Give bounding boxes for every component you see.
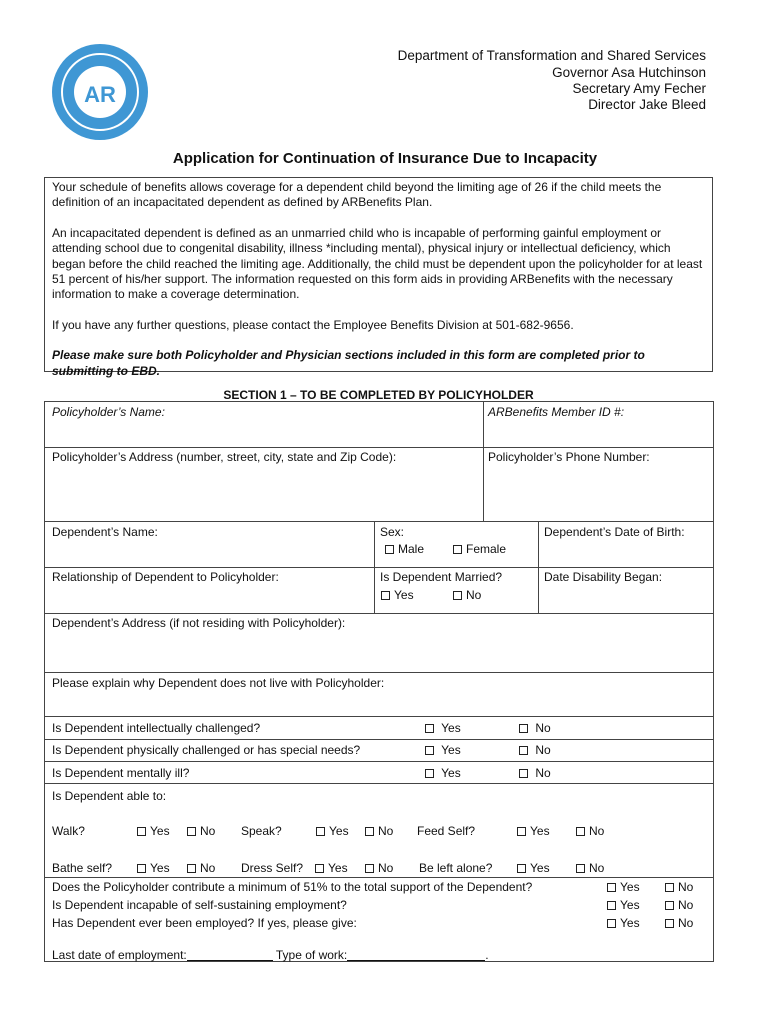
q-incapable-no[interactable]: [665, 898, 693, 912]
policyholder-phone-label: Policyholder’s Phone Number:: [488, 450, 650, 464]
feed-self-label: Feed Self?: [417, 824, 476, 838]
yes-label: Yes: [620, 916, 640, 930]
yes-label: Yes: [530, 824, 550, 838]
logo-inner: [74, 66, 126, 118]
yes-label: Yes: [620, 898, 640, 912]
row-divider: [45, 716, 713, 717]
checkbox-icon[interactable]: [665, 883, 674, 892]
female-label: Female: [466, 542, 507, 556]
checkbox-icon[interactable]: [453, 591, 462, 600]
explain-field[interactable]: [45, 692, 713, 715]
row-divider: [45, 521, 713, 522]
yes-label: Yes: [441, 743, 461, 757]
no-label: No: [378, 824, 394, 838]
form-title: Application for Continuation of Insurance Due to Incapacity: [172, 150, 598, 167]
checkbox-icon[interactable]: [607, 919, 616, 928]
employment-line: [52, 948, 489, 962]
checkbox-icon[interactable]: [365, 864, 374, 873]
column-divider: [538, 521, 539, 613]
checkbox-icon[interactable]: [517, 864, 526, 873]
checkbox-icon[interactable]: [519, 769, 528, 778]
checkbox-icon[interactable]: [519, 724, 528, 733]
checkbox-icon[interactable]: [316, 827, 325, 836]
dress-self-label: Dress Self?: [241, 861, 304, 875]
speak-label: Speak?: [241, 824, 282, 838]
no-label: No: [378, 861, 394, 875]
no-label: No: [678, 916, 694, 930]
no-label: No: [200, 824, 216, 838]
q-physical-label: Is Dependent physically challenged or has special needs?: [52, 743, 361, 757]
sex-female-option[interactable]: [453, 542, 506, 556]
secretary-name: Secretary Amy Fecher: [572, 81, 706, 96]
no-label: No: [535, 743, 551, 757]
checkbox-icon[interactable]: [607, 883, 616, 892]
row-divider: [45, 613, 713, 614]
last-date-field[interactable]: [187, 948, 273, 961]
checkbox-icon[interactable]: [381, 591, 390, 600]
feed-self-no[interactable]: [576, 824, 604, 838]
checkbox-icon[interactable]: [607, 901, 616, 910]
type-of-work-field[interactable]: [347, 948, 485, 961]
q-support-no[interactable]: [665, 880, 693, 894]
yes-label: Yes: [394, 588, 414, 602]
no-label: No: [678, 880, 694, 894]
q-mental-yes[interactable]: [425, 766, 461, 780]
director-name: Director Jake Bleed: [588, 97, 706, 112]
policyholder-address-label: Policyholder’s Address (number, street, city, state and Zip Code):: [52, 450, 397, 464]
checkbox-icon[interactable]: [315, 864, 324, 873]
intro-paragraph-2: An incapacitated dependent is defined as an unmarried child who is incapable of performing gainful employment or attending school due to congenital disability, illness *including mental), physical injury or intellectual deficiency, which began before the child reached the limiting age. Additionally, the child must be dependent upon the policyholder for at least 51 percent of his/her support. The information requested on this form aids in providing ARBenefits with the necessary information to make a coverage determination.: [52, 225, 703, 302]
q-employed-no[interactable]: [665, 916, 693, 930]
checkbox-icon[interactable]: [453, 545, 462, 554]
no-label: No: [535, 766, 551, 780]
feed-self-yes[interactable]: [517, 824, 550, 838]
checkbox-icon[interactable]: [187, 827, 196, 836]
last-date-label: Last date of employment:: [52, 948, 187, 962]
no-label: No: [200, 861, 216, 875]
bathe-self-label: Bathe self?: [52, 861, 113, 875]
checkbox-icon[interactable]: [665, 919, 674, 928]
checkbox-icon[interactable]: [425, 724, 434, 733]
checkbox-icon[interactable]: [576, 827, 585, 836]
governor-name: Governor Asa Hutchinson: [552, 65, 706, 80]
q-incapable-yes[interactable]: [607, 898, 640, 912]
row-divider: [45, 567, 713, 568]
yes-label: Yes: [150, 861, 170, 875]
q-intellect-no[interactable]: [519, 721, 551, 735]
policyholder-address-field[interactable]: [45, 466, 482, 520]
period-mark: .: [485, 948, 489, 962]
type-of-work-label: Type of work:: [275, 948, 348, 962]
member-id-label: ARBenefits Member ID #:: [488, 405, 625, 419]
checkbox-icon[interactable]: [187, 864, 196, 873]
yes-label: Yes: [441, 766, 461, 780]
q-mental-label: Is Dependent mentally ill?: [52, 766, 190, 780]
yes-label: Yes: [441, 721, 461, 735]
able-to-label: Is Dependent able to:: [52, 789, 167, 803]
intro-paragraph-3: If you have any further questions, please contact the Employee Benefits Division at 501-682-9656.: [52, 317, 574, 332]
q-physical-yes[interactable]: [425, 743, 461, 757]
no-label: No: [589, 824, 605, 838]
yes-label: Yes: [329, 824, 349, 838]
walk-no[interactable]: [187, 824, 215, 838]
row-divider: [45, 447, 713, 448]
no-label: No: [466, 588, 482, 602]
checkbox-icon[interactable]: [137, 827, 146, 836]
no-label: No: [589, 861, 605, 875]
checkbox-icon[interactable]: [425, 746, 434, 755]
checkbox-icon[interactable]: [137, 864, 146, 873]
column-divider: [374, 521, 375, 613]
bathe-self-no[interactable]: [187, 861, 215, 875]
dependent-address-label: Dependent’s Address (if not residing with Policyholder):: [52, 616, 346, 630]
department-name: Department of Transformation and Shared Services: [397, 48, 706, 63]
policyholder-phone-field[interactable]: [484, 466, 713, 520]
sex-label: Sex:: [380, 525, 405, 539]
yes-label: Yes: [150, 824, 170, 838]
checkbox-icon[interactable]: [665, 901, 674, 910]
no-label: No: [535, 721, 551, 735]
relationship-label: Relationship of Dependent to Policyholder:: [52, 570, 279, 584]
left-alone-no[interactable]: [576, 861, 604, 875]
intro-box: [44, 177, 713, 378]
dress-self-no[interactable]: [365, 861, 393, 875]
row-divider: [45, 739, 713, 740]
yes-label: Yes: [620, 880, 640, 894]
married-yes-option[interactable]: [381, 588, 414, 602]
yes-label: Yes: [328, 861, 348, 875]
intro-instruction: Please make sure both Policyholder and Physician sections included in this form are completed prior to submitting to EBD.: [52, 348, 645, 378]
policyholder-name-label: Policyholder’s Name:: [52, 405, 165, 419]
speak-yes[interactable]: [316, 824, 349, 838]
row-divider: [45, 877, 713, 878]
dress-self-yes[interactable]: [315, 861, 348, 875]
checkbox-icon[interactable]: [517, 827, 526, 836]
row-divider: [45, 783, 713, 784]
male-label: Male: [398, 542, 425, 556]
bathe-self-yes[interactable]: [137, 861, 170, 875]
section1-form: [44, 401, 714, 962]
member-id-field[interactable]: [484, 420, 713, 446]
intro-paragraph-1: Your schedule of benefits allows coverage for a dependent child beyond the limiting age of 26 if the child meets the definition of an incapacitated dependent as defined by ARBenefits Plan.: [52, 180, 662, 210]
no-label: No: [678, 898, 694, 912]
section1-heading: SECTION 1 – TO BE COMPLETED BY POLICYHOLDER: [223, 388, 534, 402]
speak-no[interactable]: [365, 824, 393, 838]
walk-yes[interactable]: [137, 824, 170, 838]
policyholder-name-field[interactable]: [45, 420, 482, 446]
explain-label: Please explain why Dependent does not live with Policyholder:: [52, 676, 385, 690]
walk-label: Walk?: [52, 824, 85, 838]
q-intellect-yes[interactable]: [425, 721, 461, 735]
checkbox-icon[interactable]: [385, 545, 394, 554]
left-alone-label: Be left alone?: [419, 861, 493, 875]
left-alone-yes[interactable]: [517, 861, 550, 875]
arkansas-seal-logo-icon: [52, 44, 148, 140]
yes-label: Yes: [530, 861, 550, 875]
dependent-name-label: Dependent’s Name:: [52, 525, 158, 539]
q-support-yes[interactable]: [607, 880, 640, 894]
married-label: Is Dependent Married?: [380, 570, 503, 584]
married-no-option[interactable]: [453, 588, 481, 602]
q-employed-yes[interactable]: [607, 916, 640, 930]
q-employed-label: Has Dependent ever been employed? If yes, please give:: [52, 916, 357, 930]
q-physical-no[interactable]: [519, 743, 551, 757]
checkbox-icon[interactable]: [425, 769, 434, 778]
checkbox-icon[interactable]: [365, 827, 374, 836]
q-intellect-label: Is Dependent intellectually challenged?: [52, 721, 261, 735]
row-divider: [45, 672, 713, 673]
q-incapable-label: Is Dependent incapable of self-sustaining employment?: [52, 898, 347, 912]
q-mental-no[interactable]: [519, 766, 551, 780]
sex-male-option[interactable]: [385, 542, 424, 556]
logo-text: AR: [84, 82, 116, 107]
checkbox-icon[interactable]: [519, 746, 528, 755]
disability-began-label: Date Disability Began:: [544, 570, 663, 584]
q-support-label: Does the Policyholder contribute a minimum of 51% to the total support of the Dependent?: [52, 880, 533, 894]
checkbox-icon[interactable]: [576, 864, 585, 873]
dob-label: Dependent’s Date of Birth:: [544, 525, 685, 539]
dependent-address-field[interactable]: [45, 632, 713, 671]
row-divider: [45, 761, 713, 762]
